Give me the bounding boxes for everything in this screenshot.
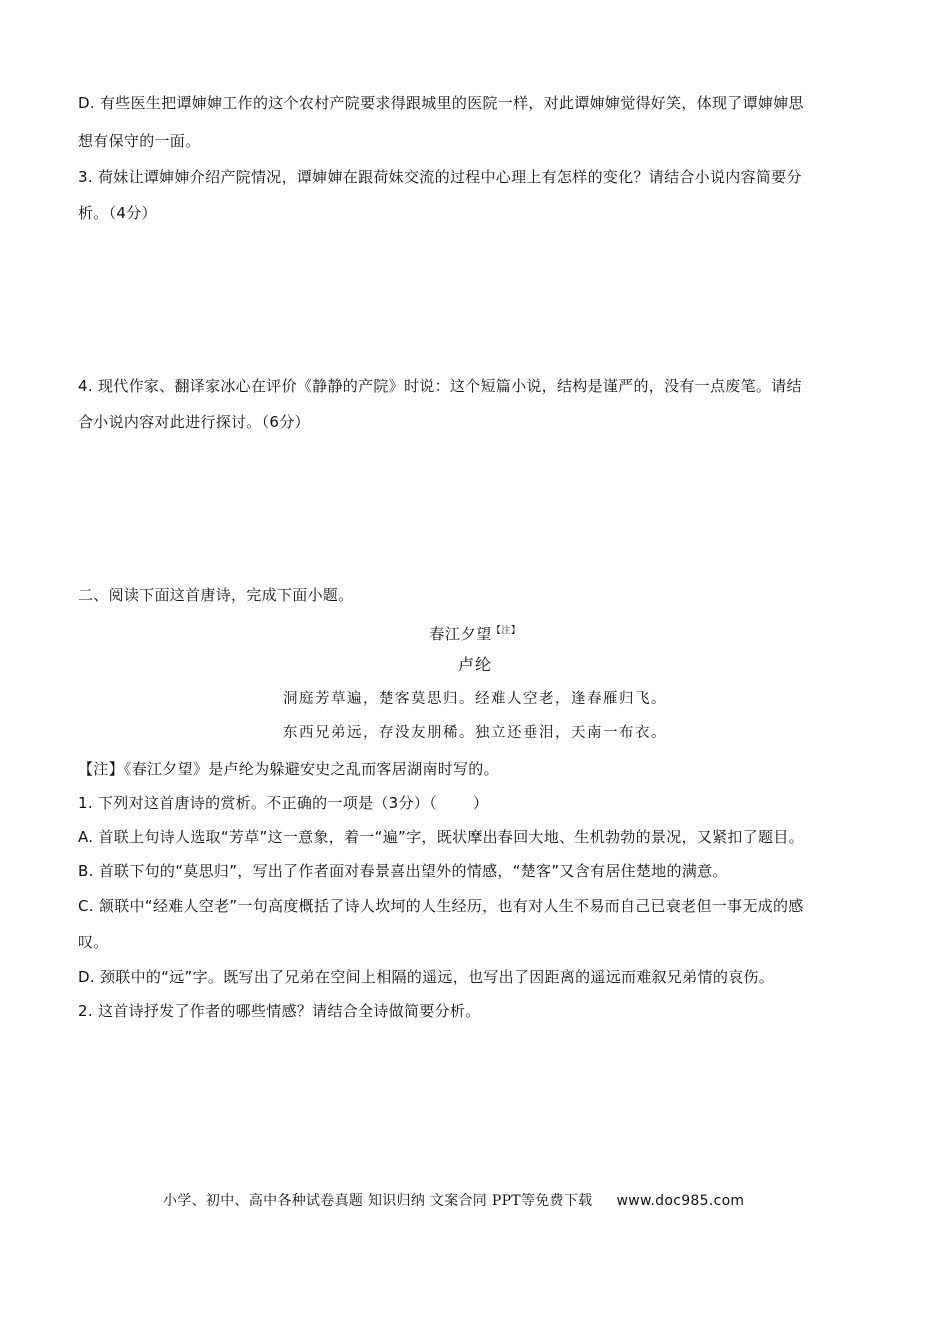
poem-title-text: 春江夕望: [429, 625, 492, 643]
poem-author: 卢纶: [457, 655, 492, 674]
question-1-option-c-line-2: 叹。: [78, 933, 109, 951]
question-4-line-2: 合小说内容对此进行探讨。（6分）: [78, 413, 310, 431]
question-1-option-d: D. 颈联中的“远”字。既写出了兄弟在空间上相隔的遥远，也写出了因距离的遥远而难叙兄弟情的哀伤。: [78, 968, 775, 986]
option-d-line-1: D. 有些医生把谭婶婶工作的这个农村产院要求得跟城里的医院一样，对此谭婶婶觉得好笑，体现了谭婶婶思: [78, 94, 804, 112]
poem-line-1: 洞庭芳草遍，楚客莫思归。经难人空老，逢春雁归飞。: [283, 691, 667, 707]
section-2-heading: 二、阅读下面这首唐诗，完成下面小题。: [78, 586, 354, 604]
question-3-line-2: 析。（4分）: [78, 204, 157, 222]
question-1-option-c-line-1: C. 颔联中“经难人空老”一句高度概括了诗人坎坷的人生经历，也有对人生不易而自己已衰老但一事无成的感: [78, 897, 804, 915]
poem-note: 【注】《春江夕望》是卢纶为躲避安史之乱而客居湖南时写的。: [78, 760, 499, 778]
question-1-stem-close: ）: [472, 794, 489, 812]
footer-url[interactable]: www.doc985.com: [616, 1193, 745, 1209]
footer-text: 小学、初中、高中各种试卷真题 知识归纳 文案合同 PPT等免费下载: [163, 1193, 593, 1209]
question-1-option-b: B. 首联下句的“莫思归”，写出了作者面对春景喜出望外的情感，“楚客”又含有居住楚地的满意。: [78, 862, 728, 880]
question-1-option-a: A. 首联上句诗人选取“芳草”这一意象，着一“遍”字，既状摩出春回大地、生机勃勃的景况，又紧扣了题目。: [78, 828, 804, 846]
question-1-stem: [78, 793, 878, 813]
poem-title-note-mark: 【注】: [491, 626, 521, 636]
footer: [163, 1191, 744, 1211]
poem-line-2: 东西兄弟远，存没友朋稀。独立还垂泪，天南一布衣。: [283, 725, 667, 741]
option-d-line-2: 想有保守的一面。: [78, 132, 201, 150]
poem-title: [0, 621, 950, 644]
question-2: 2. 这首诗抒发了作者的哪些情感？请结合全诗做简要分析。: [78, 1002, 481, 1020]
question-1-stem-text: 1. 下列对这首唐诗的赏析。不正确的一项是（3分）（: [78, 794, 437, 812]
question-4-line-1: 4. 现代作家、翻译家冰心在评价《静静的产院》时说：这个短篇小说，结构是谨严的，没有一点废笔。请结: [78, 377, 802, 395]
question-3-line-1: 3. 荷妹让谭婶婶介绍产院情况，谭婶婶在跟荷妹交流的过程中心理上有怎样的变化？请结合小说内容简要分: [78, 168, 802, 186]
